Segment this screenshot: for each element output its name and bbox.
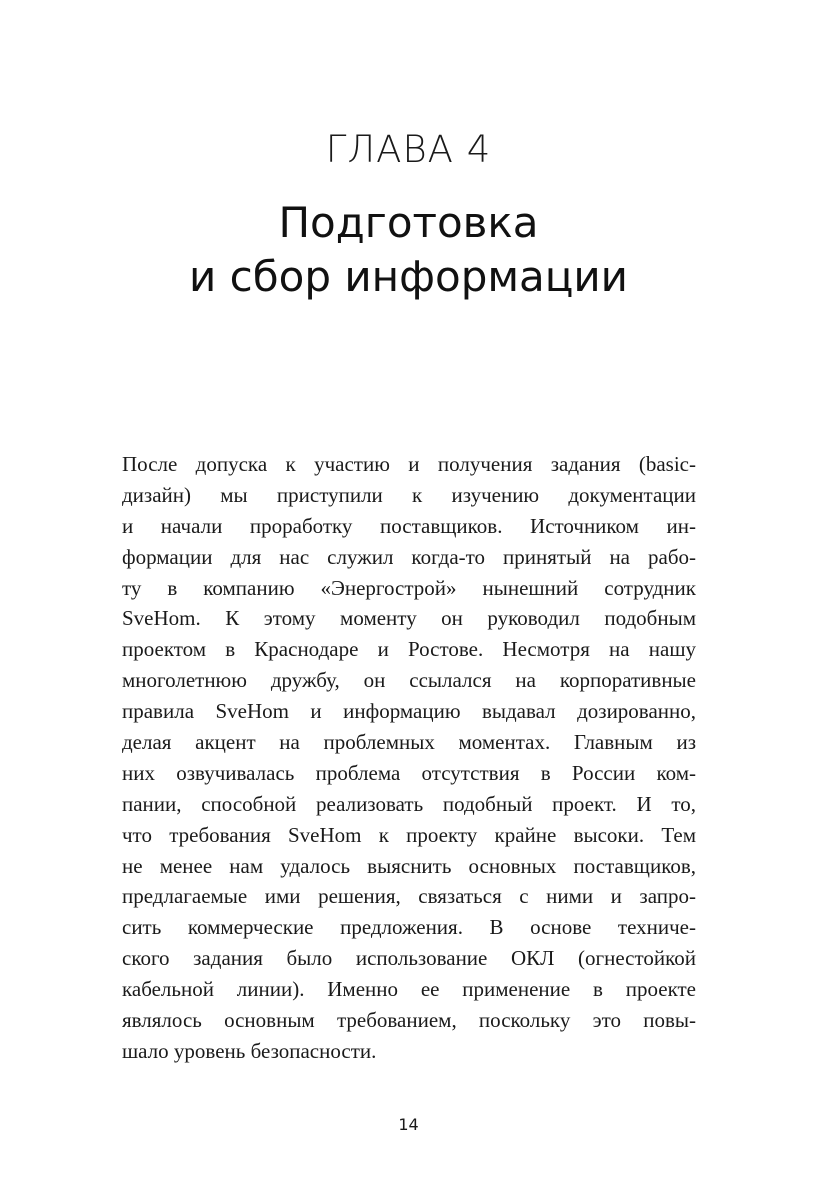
paragraph-line: SveHom. К этому моменту он руководил подобным <box>122 606 696 631</box>
paragraph-line: формации для нас служил когда-то принятый на рабо- <box>122 544 696 569</box>
paragraph-line: сить коммерческие предложения. В основе техниче- <box>122 915 696 940</box>
paragraph-line: кабельной линии). Именно ее применение в проекте <box>122 977 696 1002</box>
chapter-number: ГЛАВА 4 <box>325 128 492 171</box>
paragraph-line: дизайн) мы приступили к изучению документации <box>122 482 696 507</box>
paragraph-line: правила SveHom и информацию выдавал дозированно, <box>122 699 696 724</box>
body-paragraph <box>122 449 696 1067</box>
paragraph-line: проектом в Краснодаре и Ростове. Несмотря на нашу <box>122 637 696 662</box>
paragraph-line: не менее нам удалось выяснить основных поставщиков, <box>122 853 696 878</box>
paragraph-line: шало уровень безопасности. <box>122 1038 377 1063</box>
paragraph-line: являлось основным требованием, поскольку это повы- <box>122 1008 696 1033</box>
paragraph-line: предлагаемые ими решения, связаться с ними и запро- <box>122 884 696 909</box>
paragraph-line: ского задания было использование ОКЛ (огнестойкой <box>122 946 696 971</box>
paragraph-line: многолетнюю дружбу, он ссылался на корпоративные <box>122 668 696 693</box>
paragraph-line: что требования SveHom к проекту крайне высоки. Тем <box>122 822 696 847</box>
paragraph-line: делая акцент на проблемных моментах. Главным из <box>122 730 696 755</box>
paragraph-line: них озвучивалась проблема отсутствия в России ком- <box>122 760 696 785</box>
chapter-title <box>0 196 817 304</box>
page-number: 14 <box>398 1115 419 1134</box>
chapter-title-line: и сбор информации <box>189 252 628 301</box>
paragraph-line: После допуска к участию и получения задания (basic- <box>122 452 696 476</box>
paragraph-line: пании, способной реализовать подобный проект. И то, <box>122 791 696 816</box>
paragraph-line: и начали проработку поставщиков. Источником ин- <box>122 513 696 538</box>
paragraph-line: ту в компанию «Энергострой» нынешний сотрудник <box>122 575 696 600</box>
chapter-title-line: Подготовка <box>278 198 539 247</box>
